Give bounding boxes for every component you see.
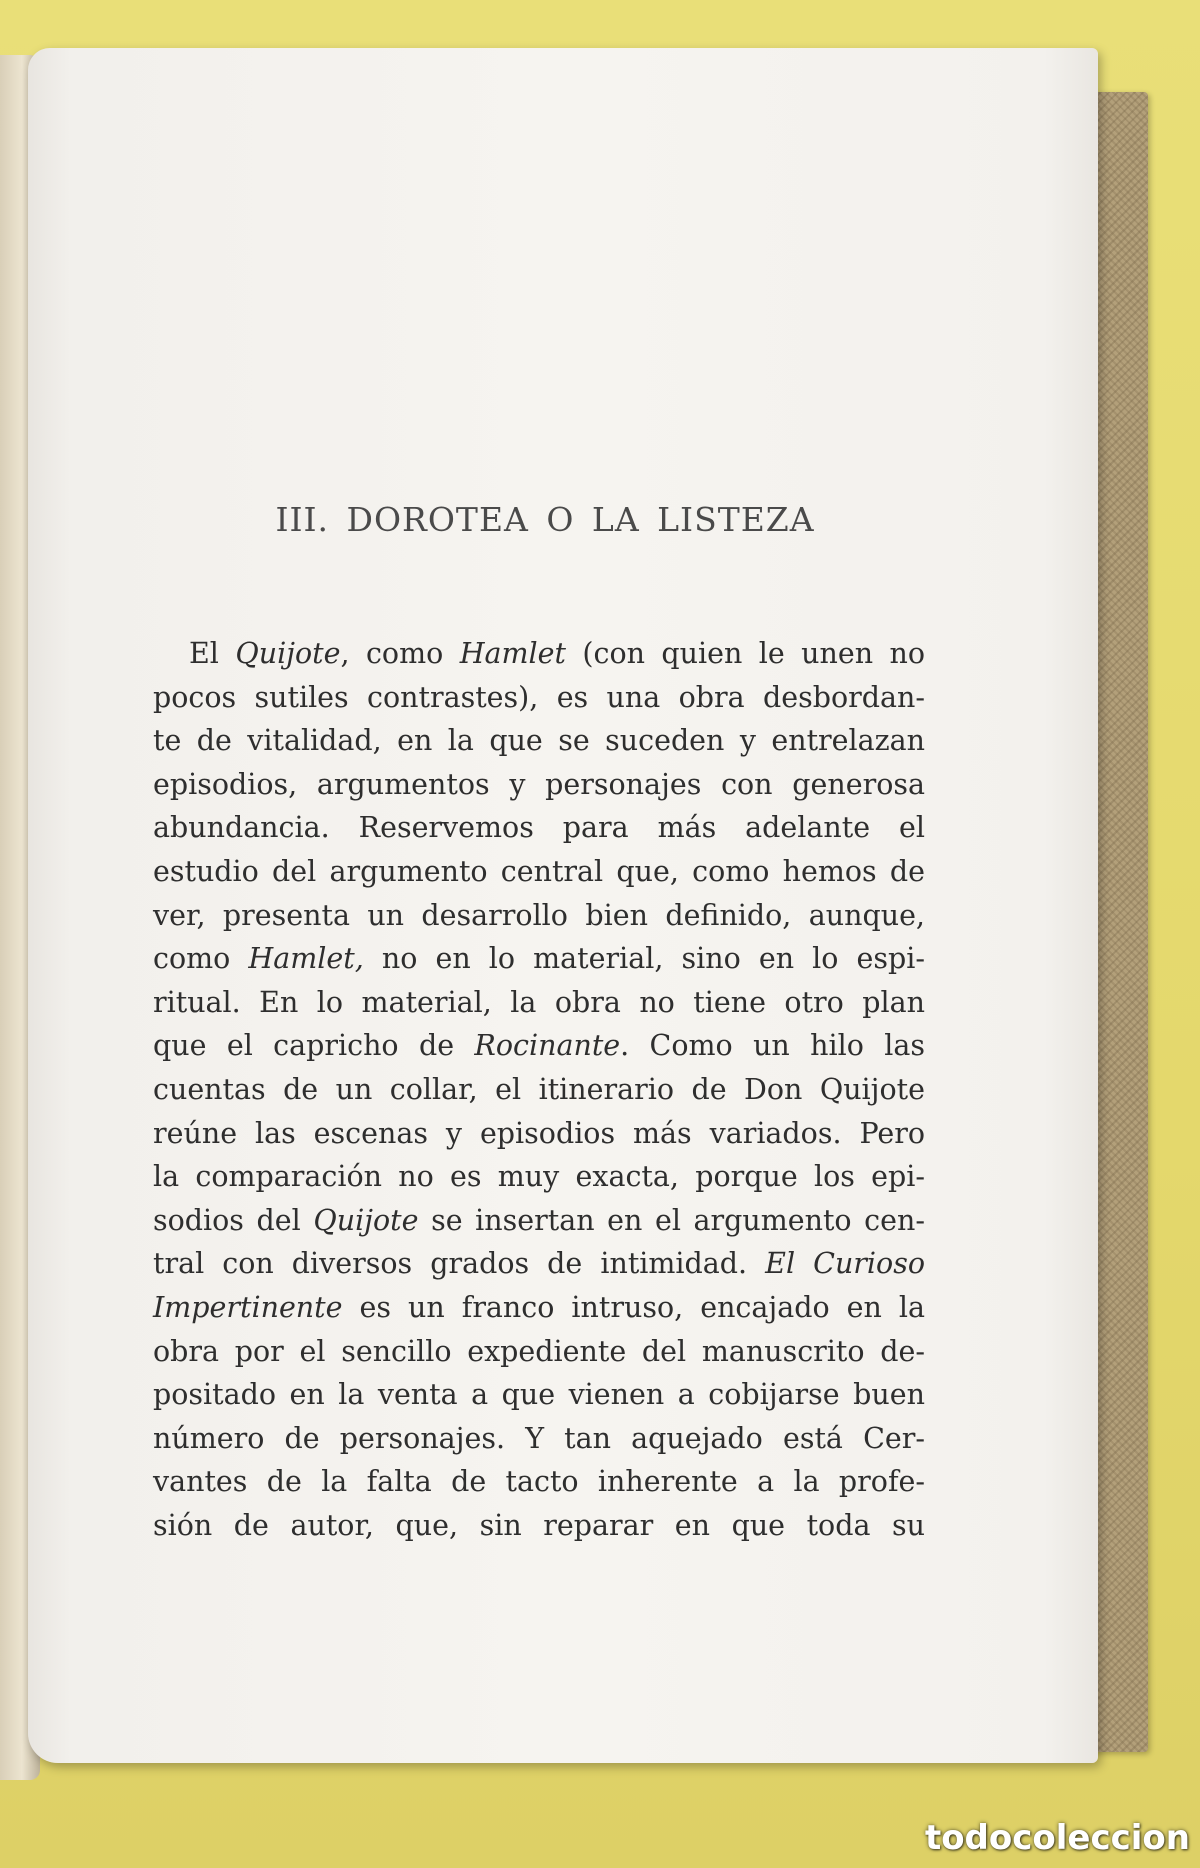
text-segment: El — [189, 637, 236, 670]
text-line — [153, 676, 925, 720]
text-line — [153, 1330, 925, 1374]
text-line — [153, 1373, 925, 1417]
italic-text: Hamlet — [459, 637, 566, 670]
text-segment: positado en la venta a que vienen a cobijarse buen — [153, 1378, 925, 1412]
text-line — [153, 937, 925, 981]
text-segment: reúne las escenas y episodios más variados. Pero — [153, 1116, 925, 1150]
italic-text: Quijote — [235, 637, 341, 670]
text-segment: la comparación no es muy exacta, porque los epi- — [153, 1160, 925, 1194]
text-segment: . Como un hilo las — [620, 1029, 925, 1063]
text-line — [153, 1024, 925, 1068]
text-segment: vantes de la falta de tacto inherente a la profe- — [153, 1465, 925, 1499]
text-line — [153, 1155, 925, 1199]
text-segment: estudio del argumento central que, como hemos de — [153, 854, 925, 888]
text-segment: no en lo material, sino en lo espi- — [363, 942, 925, 976]
italic-text: Impertinente — [153, 1290, 343, 1324]
paragraph — [153, 632, 925, 1547]
text-line — [153, 1242, 925, 1286]
text-segment: obra por el sencillo expediente del manuscrito de- — [153, 1334, 925, 1368]
text-line — [153, 632, 925, 676]
text-segment: episodios, argumentos y personajes con generosa — [153, 767, 925, 801]
text-line — [153, 1199, 925, 1243]
text-segment: cuentas de un collar, el itinerario de Don Quijote — [153, 1072, 925, 1106]
text-segment: sión de autor, que, sin reparar en que toda su — [153, 1508, 925, 1542]
text-line — [153, 1460, 925, 1504]
text-line — [153, 806, 925, 850]
text-line — [153, 763, 925, 807]
italic-text: Rocinante — [474, 1029, 621, 1063]
text-line — [153, 1286, 925, 1330]
chapter-title: III. DOROTEA O LA LISTEZA — [275, 500, 815, 539]
text-line — [153, 1504, 925, 1548]
italic-text: Hamlet, — [248, 942, 364, 976]
text-segment: pocos sutiles contrastes), es una obra desbordan- — [153, 680, 925, 714]
text-segment: que el capricho de — [153, 1029, 475, 1063]
text-segment: te de vitalidad, en la que se suceden y entrelazan — [153, 724, 925, 758]
text-line — [153, 894, 925, 938]
text-line — [153, 719, 925, 763]
text-segment: , como — [340, 637, 460, 670]
text-line — [153, 1068, 925, 1112]
text-segment: se insertan en el argumento cen- — [418, 1203, 925, 1237]
text-line — [153, 981, 925, 1025]
italic-text: Quijote — [313, 1203, 419, 1237]
text-segment: número de personajes. Y tan aquejado está Cer- — [153, 1421, 925, 1455]
italic-text: El Curioso — [765, 1247, 925, 1281]
text-segment: sodios del — [153, 1203, 314, 1237]
text-line — [153, 1112, 925, 1156]
text-line — [153, 1417, 925, 1461]
text-segment: tral con diversos grados de intimidad. — [153, 1247, 766, 1281]
text-line — [153, 850, 925, 894]
text-segment: es un franco intruso, encajado en la — [342, 1290, 925, 1324]
text-segment: ver, presenta un desarrollo bien definido, aunque, — [153, 898, 925, 932]
watermark-logo: todocoleccion — [924, 1818, 1190, 1858]
text-segment: ritual. En lo material, la obra no tiene otro plan — [153, 985, 925, 1019]
text-segment: como — [153, 942, 249, 976]
text-segment: (con quien le unen no — [566, 637, 926, 670]
text-segment: abundancia. Reservemos para más adelante el — [153, 811, 925, 845]
